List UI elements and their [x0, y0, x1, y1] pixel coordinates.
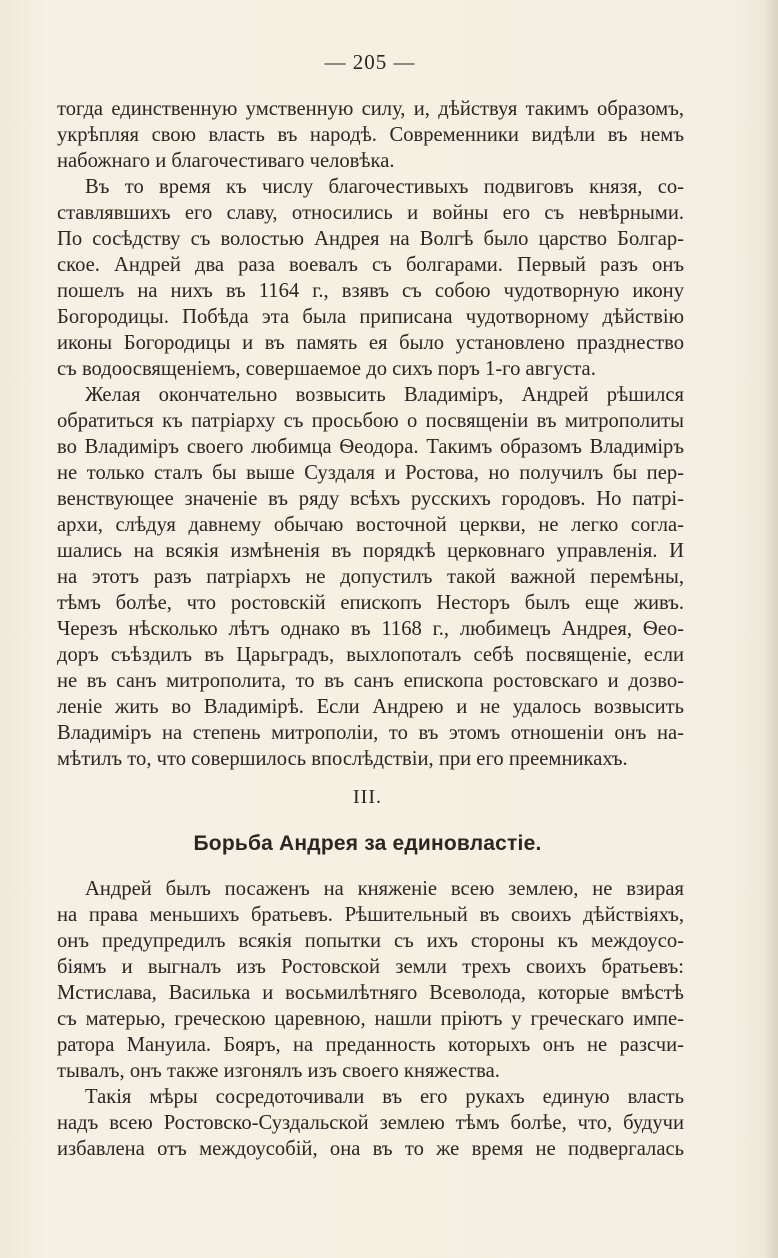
- text-line: архи, слѣдуя давнему обычаю восточной церкви, не легко согла-: [57, 514, 684, 536]
- text-line: Желая окончательно возвысить Владиміръ, Андрей рѣшился: [85, 384, 684, 406]
- text-line: избавлена отъ междоусобій, она въ то же время не подвергалась: [57, 1138, 684, 1160]
- text-line: біямъ и выгналъ изъ Ростовской земли трехъ своихъ братьевъ:: [57, 956, 684, 978]
- text-line: Въ то время къ числу благочестивыхъ подвиговъ князя, со-: [85, 176, 684, 198]
- text-line: пошелъ на нихъ въ 1164 г., взявъ съ собою чудотворную икону: [57, 280, 684, 302]
- text-line: на этотъ разъ патріархъ не допустилъ такой важной перемѣны,: [57, 566, 684, 588]
- text-line: Черезъ нѣсколько лѣтъ однако въ 1168 г., любимецъ Андрея, Ѳео-: [57, 618, 684, 640]
- text-line: тѣмъ болѣе, что ростовскій епископъ Несторъ былъ еще живъ.: [57, 592, 684, 614]
- body-text-block-1: [57, 96, 684, 772]
- text-line: на права меньшихъ братьевъ. Рѣшительный въ своихъ дѣйствіяхъ,: [57, 904, 684, 926]
- text-line: съ водоосвященіемъ, совершаемое до сихъ поръ 1-го августа.: [57, 358, 596, 380]
- text-line: шались на всякія измѣненія въ порядкѣ церковнаго управленія. И: [57, 540, 684, 562]
- text-line: онъ предупредилъ всякія попытки съ ихъ стороны къ междоусо-: [57, 930, 684, 952]
- text-line: леніе жить во Владимірѣ. Если Андрею и не удалось возвысить: [57, 696, 684, 718]
- text-line: не только сталъ бы выше Суздаля и Ростова, но получилъ бы пер-: [57, 462, 684, 484]
- text-line: тывалъ, онъ также изгонялъ изъ своего княжества.: [57, 1060, 500, 1082]
- text-line: Мстислава, Василька и восьмилѣтняго Всеволода, которые вмѣстѣ: [57, 982, 684, 1004]
- text-line: во Владиміръ своего любимца Ѳеодора. Такимъ образомъ Владиміръ: [57, 436, 684, 458]
- text-line: ставлявшихъ его славу, относились и войны его съ невѣрными.: [57, 202, 684, 224]
- text-line: укрѣпляя свою власть въ народѣ. Современники видѣли въ немъ: [57, 124, 684, 146]
- text-line: Владиміръ на степень митрополіи, то въ этомъ отношеніи онъ на-: [57, 722, 684, 744]
- text-line: Такія мѣры сосредоточивали въ его рукахъ единую власть: [85, 1086, 684, 1108]
- body-text-block-2: [57, 876, 684, 1162]
- section-heading: Борьба Андрея за единовластіе.: [193, 832, 542, 855]
- text-line: тогда единственную умственную силу, и, дѣйствуя такимъ образомъ,: [57, 98, 684, 120]
- page-number: — 205 —: [324, 50, 416, 74]
- page-edge-shadow: [764, 0, 778, 1258]
- text-line: венствующее значеніе въ ряду всѣхъ русскихъ городовъ. Но патрі-: [57, 488, 684, 510]
- text-line: ратора Мануила. Бояръ, на преданность которыхъ онъ не разсчи-: [57, 1034, 684, 1056]
- section-number: III.: [353, 786, 382, 808]
- text-line: набожнаго и благочестиваго человѣка.: [57, 150, 395, 172]
- text-line: ское. Андрей два раза воевалъ съ болгарами. Первый разъ онъ: [57, 254, 684, 276]
- text-line: По сосѣдству съ волостью Андрея на Волгѣ было царство Болгар-: [57, 228, 684, 250]
- text-line: мѣтилъ то, что совершилось впослѣдствіи, при его преемникахъ.: [57, 748, 628, 770]
- text-line: Андрей былъ посаженъ на княженіе всею землею, не взирая: [85, 878, 684, 900]
- text-line: надъ всею Ростовско-Суздальской землею тѣмъ болѣе, что, будучи: [57, 1112, 684, 1134]
- text-line: иконы Богородицы и въ память ея было установлено празднество: [57, 332, 684, 354]
- text-line: Богородицы. Побѣда эта была приписана чудотворному дѣйствію: [57, 306, 684, 328]
- text-line: доръ съѣздилъ въ Царьградъ, выхлопоталъ себѣ посвященіе, если: [57, 644, 684, 666]
- text-line: обратиться къ патріарху съ просьбою о посвященіи въ митрополиты: [57, 410, 684, 432]
- text-line: съ матерью, греческою царевною, нашли пріютъ у греческаго импе-: [57, 1008, 684, 1030]
- text-line: не въ санъ митрополита, то въ санъ епископа ростовскаго и дозво-: [57, 670, 684, 692]
